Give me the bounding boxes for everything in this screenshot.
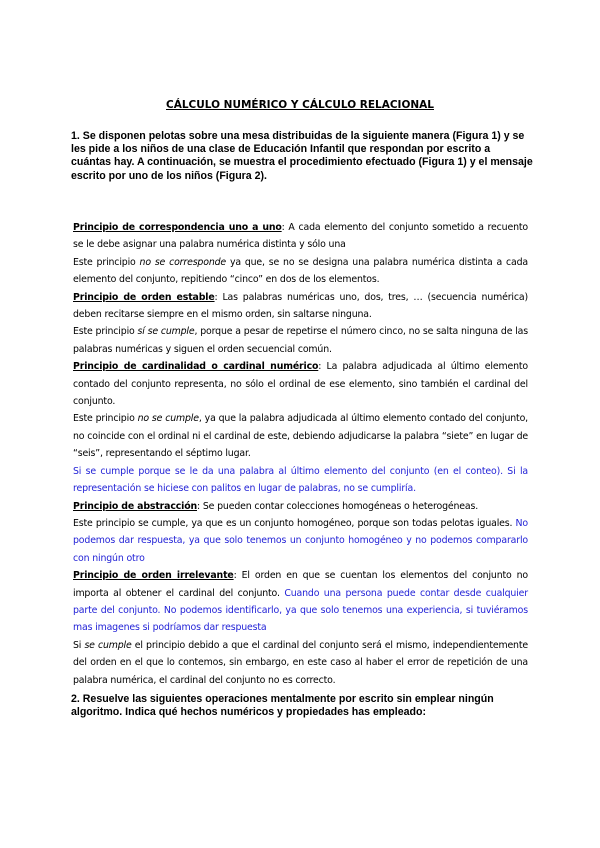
- paragraph-orden-estable-analysis: [73, 323, 528, 358]
- text-correspondencia: : A cada elemento del conjunto sometido a recuento se le debe asignar una palabra numérica distinta y sólo una: [73, 222, 528, 251]
- paragraph-correspondencia: [73, 219, 528, 254]
- text-abstraccion: : Se pueden contar colecciones homogéneas o heterogéneas.: [197, 500, 479, 512]
- correction-text: Cuando una persona puede contar desde cualquier parte del conjunto. No podemos identificarlo, ya que solo tenemos una experiencia, si tuviéramos mas imagenes si podríamos dar respuesta: [73, 587, 528, 634]
- heading-orden-estable: Principio de orden estable: [73, 291, 215, 303]
- paragraph-cardinalidad-correction: Si se cumple porque se le da una palabra al último elemento del conjunto (en el conteo). Si la representación se hiciese con palitos en lugar de palabras, no se cumpliría.: [73, 465, 528, 495]
- paragraph-abstraccion-analysis: [73, 515, 528, 567]
- heading-cardinalidad: Principio de cardinalidad o cardinal numérico: [73, 361, 319, 373]
- heading-orden-irrelevante: Principio de orden irrelevante: [73, 570, 234, 582]
- paragraph-abstraccion: [73, 498, 528, 515]
- paragraph-correspondencia-analysis: [73, 254, 528, 289]
- text-cardinalidad: : La palabra adjudicada al último elemento contado del conjunto representa, no sólo el ordinal de ese elemento, sino también el cardinal del conjunto.: [73, 361, 528, 408]
- analysis-text: Este principio se cumple, ya que es un conjunto homogéneo, porque son todas pelotas iguales.: [73, 517, 516, 529]
- question-1: 1. Se disponen pelotas sobre una mesa distribuidas de la siguiente manera (Figura 1) y se les pide a los niños de una clase de Educación Infantil que respondan por escrito a cuántas hay. A continuación, se muestra el procedimiento efectuado (Figura 1) y el mensaje escrito por uno de los niños (Figura 2).: [71, 130, 533, 182]
- paragraph-cardinalidad: [73, 358, 528, 410]
- page-title: CÁLCULO NUMÉRICO Y CÁLCULO RELACIONAL: [166, 99, 434, 111]
- document-body: [73, 219, 528, 689]
- correction-text: No podemos dar respuesta, ya que solo tenemos un conjunto homogéneo y no podemos compararlo con ningún otro: [73, 517, 528, 564]
- italic-si-se-cumple: sí se cumple: [137, 326, 195, 338]
- paragraph-orden-irrelevante-analysis: [73, 637, 528, 689]
- question-2: 2. Resuelve las siguientes operaciones mentalmente por escrito sin emplear ningún algoritmo. Indica qué hechos numéricos y propiedades has empleado:: [71, 693, 494, 719]
- lead-text: Este principio: [73, 326, 138, 338]
- heading-abstraccion: Principio de abstracción: [73, 500, 198, 512]
- paragraph-orden-estable: [73, 289, 528, 324]
- analysis-text: , porque a pesar de repetirse el número cinco, no se salta ninguna de las palabras numéricas y siguen el orden secuencial común.: [73, 326, 528, 355]
- lead-text: Este principio: [73, 413, 138, 425]
- lead-text: Si: [73, 639, 85, 651]
- analysis-text: el principio debido a que el cardinal del conjunto será el mismo, independientemente del orden en el que lo contemos, sin embargo, en este caso al haber el error de repetición de una palabra numérica, el cardinal del conjunto no es correcto.: [73, 639, 528, 686]
- lead-text: Este principio: [73, 256, 140, 268]
- text-orden-estable: : Las palabras numéricas uno, dos, tres, … (secuencia numérica) deben recitarse siempre en el mismo orden, sin saltarse ninguna.: [73, 291, 528, 321]
- paragraph-cardinalidad-analysis: [73, 410, 528, 462]
- heading-correspondencia: Principio de correspondencia uno a uno: [73, 222, 282, 233]
- text-orden-irrelevante: : El orden en que se cuentan los elementos del conjunto no importa al obtener el cardinal del conjunto.: [73, 570, 529, 599]
- italic-se-cumple: se cumple: [84, 639, 132, 651]
- analysis-text: ya que, se no se designa una palabra numérica distinta a cada elemento del conjunto, repitiendo “cinco” en dos de los elementos.: [73, 256, 528, 286]
- analysis-text: , ya que la palabra adjudicada al último elemento contado del conjunto, no coincide con el ordinal ni el cardinal de este, debiendo adjudicarse la palabra “siete” en lugar de “seis”, representando el séptimo lugar.: [73, 413, 528, 460]
- italic-no-se-cumple: no se cumple: [137, 413, 199, 425]
- paragraph-orden-irrelevante: [73, 567, 528, 637]
- italic-no-se-corresponde: no se corresponde: [139, 256, 227, 268]
